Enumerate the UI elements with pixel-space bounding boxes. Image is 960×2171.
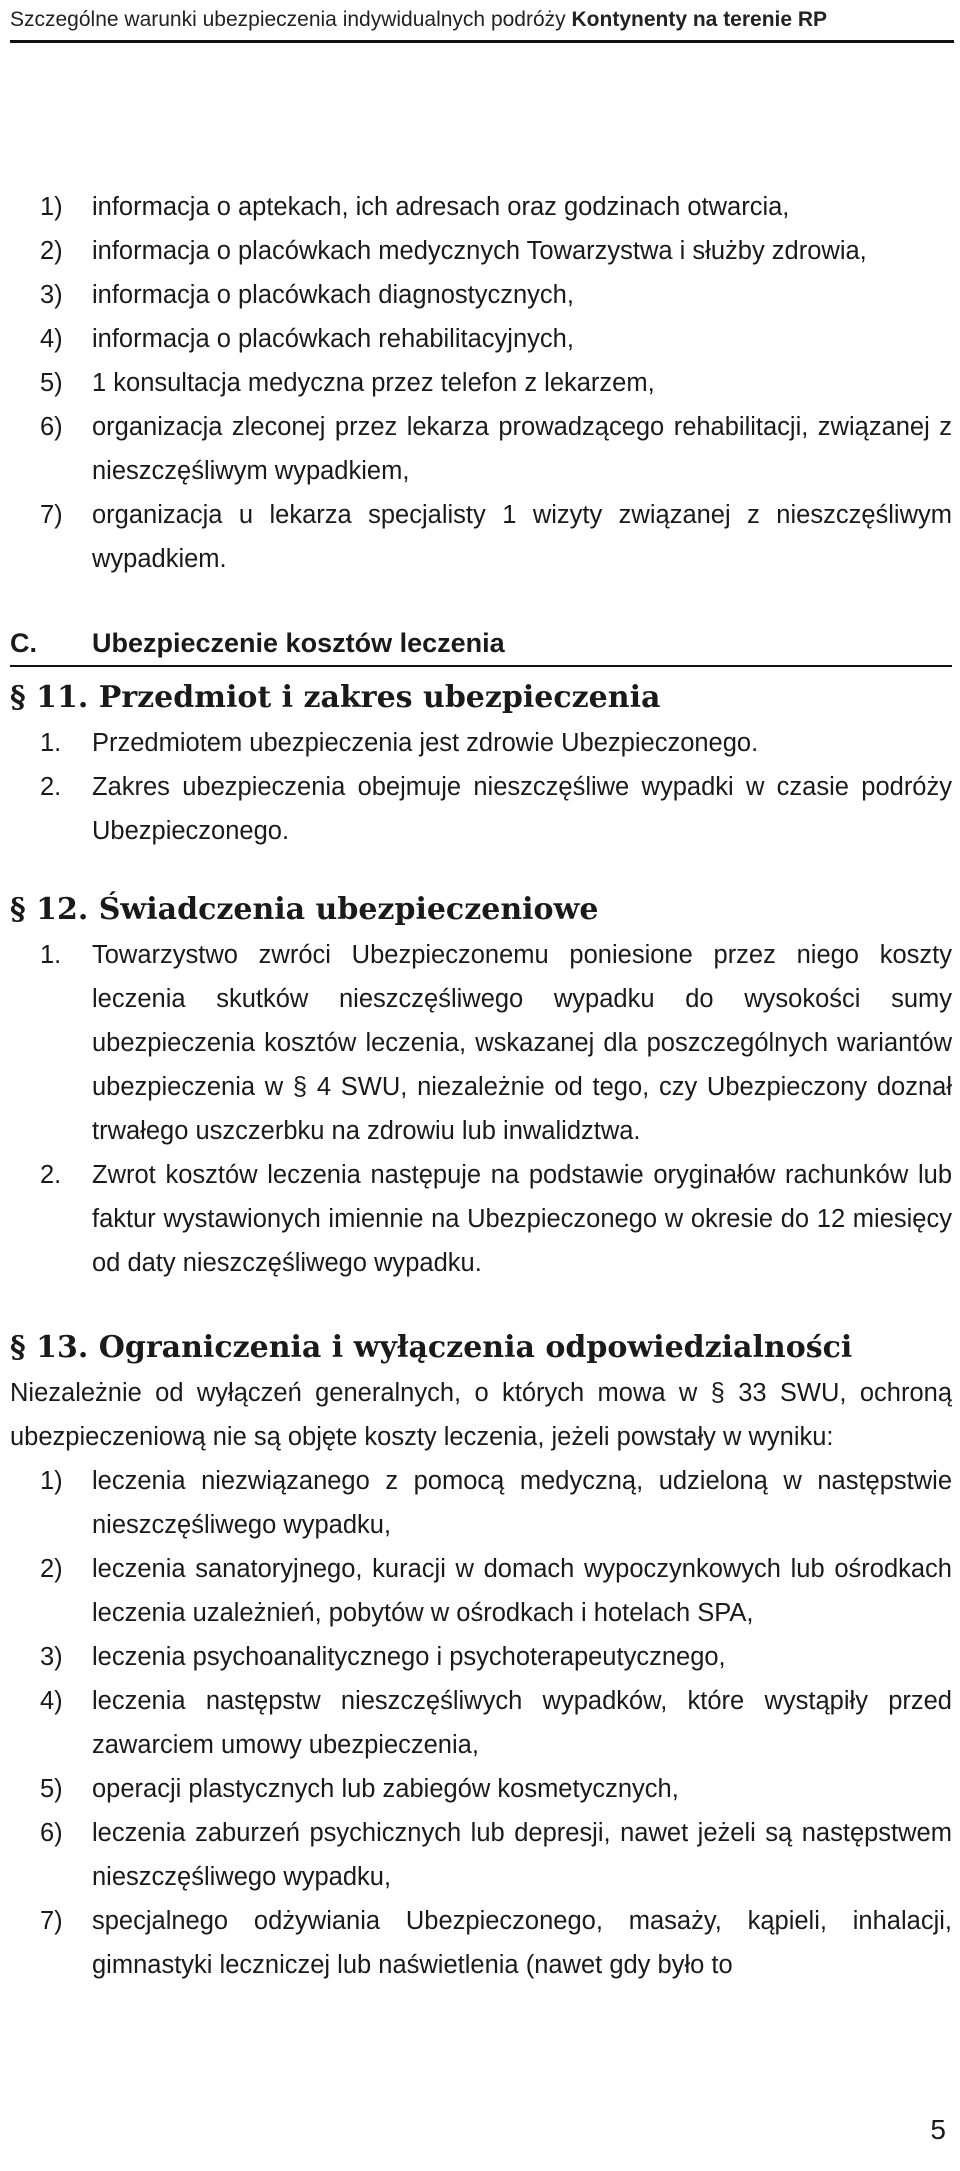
- list-item-number: 1): [40, 193, 63, 221]
- section-c-heading: [10, 623, 952, 667]
- list-item: [10, 361, 952, 405]
- list-item: [10, 1635, 952, 1679]
- paragraph-12-heading: § 12. Świadczenia ubezpieczeniowe: [10, 892, 599, 927]
- list-item: [10, 185, 952, 229]
- list-item-text: organizacja zleconej przez lekarza prowadzącego rehabilitacji, związanej z nieszczęśliwym wypadkiem,: [92, 413, 952, 485]
- list-item-number: 2.: [40, 773, 62, 801]
- list-item-text: leczenia sanatoryjnego, kuracji w domach wypoczynkowych lub ośrodkach leczenia uzależnień, pobytów w ośrodkach i hotelach SPA,: [92, 1555, 952, 1627]
- list-item-number: 2): [40, 1555, 63, 1583]
- paragraph-11-list: [10, 721, 952, 853]
- list-item-number: 7): [40, 1907, 63, 1935]
- list-item: [10, 273, 952, 317]
- list-item-number: 2.: [40, 1161, 62, 1189]
- list-item-number: 5): [40, 1775, 63, 1803]
- list-item-text: Zwrot kosztów leczenia następuje na podstawie oryginałów rachunków lub faktur wystawionych imiennie na Ubezpieczonego w okresie do 12 miesięcy od daty nieszczęśliwego wypadku.: [92, 1161, 952, 1277]
- list-item-text: Zakres ubezpieczenia obejmuje nieszczęśliwe wypadki w czasie podróży Ubezpieczonego.: [92, 773, 952, 845]
- list-item-text: leczenia zaburzeń psychicznych lub depresji, nawet jeżeli są następstwem nieszczęśliwego wypadku,: [92, 1819, 952, 1891]
- paragraph-13-list: [10, 1459, 952, 1987]
- section-title: Ubezpieczenie kosztów leczenia: [92, 628, 505, 658]
- list-item: [10, 405, 952, 493]
- header-rule: [10, 40, 954, 43]
- list-item-number: 5): [40, 369, 63, 397]
- list-item-text: operacji plastycznych lub zabiegów kosmetycznych,: [92, 1775, 679, 1803]
- list-item: [10, 1153, 952, 1285]
- list-item: [10, 493, 952, 581]
- list-item-number: 1): [40, 1467, 63, 1495]
- list-item: [10, 765, 952, 853]
- document-body: [10, 185, 952, 1987]
- list-item-text: informacja o placówkach rehabilitacyjnych,: [92, 325, 574, 353]
- paragraph-13-intro: Niezależnie od wyłączeń generalnych, o których mowa w § 33 SWU, ochroną ubezpieczeniową nie są objęte koszty leczenia, jeżeli powstały w wyniku:: [10, 1379, 952, 1451]
- list-item: [10, 317, 952, 361]
- page-number: 5: [930, 2114, 946, 2145]
- assistance-services-list: [10, 185, 952, 581]
- list-item-text: specjalnego odżywiania Ubezpieczonego, masaży, kąpieli, inhalacji, gimnastyki leczniczej lub naświetlenia (nawet gdy było to: [92, 1907, 952, 1979]
- section-letter: C.: [10, 628, 37, 658]
- paragraph-13-heading: § 13. Ograniczenia i wyłączenia odpowiedzialności: [10, 1330, 853, 1365]
- list-item-text: organizacja u lekarza specjalisty 1 wizyty związanej z nieszczęśliwym wypadkiem.: [92, 501, 952, 573]
- list-item-text: informacja o placówkach diagnostycznych,: [92, 281, 574, 309]
- list-item-text: Towarzystwo zwróci Ubezpieczonemu poniesione przez niego koszty leczenia skutków nieszczęśliwego wypadku do wysokości sumy ubezpieczenia kosztów leczenia, wskazanej dla poszczególnych wariantów ubezpieczenia w § 4 SWU, niezależnie od tego, czy Ubezpieczony doznał trwałego uszczerbku na zdrowiu lub inwalidztwa.: [92, 941, 952, 1145]
- list-item-text: informacja o aptekach, ich adresach oraz godzinach otwarcia,: [92, 193, 790, 221]
- list-item: [10, 1767, 952, 1811]
- list-item: [10, 1899, 952, 1987]
- header-product-name: Kontynenty na terenie RP: [571, 8, 828, 31]
- paragraph-12-list: [10, 933, 952, 1285]
- header-title: Szczególne warunki ubezpieczenia indywidualnych podróży: [10, 8, 566, 31]
- list-item: [10, 1547, 952, 1635]
- list-item-number: 6): [40, 1819, 63, 1847]
- list-item-number: 1.: [40, 729, 62, 757]
- list-item-number: 7): [40, 501, 63, 529]
- list-item-text: Przedmiotem ubezpieczenia jest zdrowie Ubezpieczonego.: [92, 729, 759, 757]
- list-item-number: 4): [40, 325, 63, 353]
- list-item: [10, 1459, 952, 1547]
- list-item: [10, 933, 952, 1153]
- list-item-number: 1.: [40, 941, 62, 969]
- list-item-text: leczenia następstw nieszczęśliwych wypadków, które wystąpiły przed zawarciem umowy ubezpieczenia,: [92, 1687, 952, 1759]
- list-item: [10, 229, 952, 273]
- list-item-number: 3): [40, 281, 63, 309]
- list-item-number: 2): [40, 237, 63, 265]
- list-item-number: 4): [40, 1687, 63, 1715]
- list-item-number: 3): [40, 1643, 63, 1671]
- list-item: [10, 1811, 952, 1899]
- list-item-number: 6): [40, 413, 63, 441]
- running-header: [10, 6, 950, 34]
- paragraph-11-heading: § 11. Przedmiot i zakres ubezpieczenia: [10, 680, 661, 715]
- list-item: [10, 1679, 952, 1767]
- list-item-text: informacja o placówkach medycznych Towarzystwa i służby zdrowia,: [92, 237, 867, 265]
- list-item-text: 1 konsultacja medyczna przez telefon z lekarzem,: [92, 369, 655, 397]
- list-item-text: leczenia niezwiązanego z pomocą medyczną, udzieloną w następstwie nieszczęśliwego wypadku,: [92, 1467, 952, 1539]
- list-item-text: leczenia psychoanalitycznego i psychoterapeutycznego,: [92, 1643, 726, 1671]
- list-item: [10, 721, 952, 765]
